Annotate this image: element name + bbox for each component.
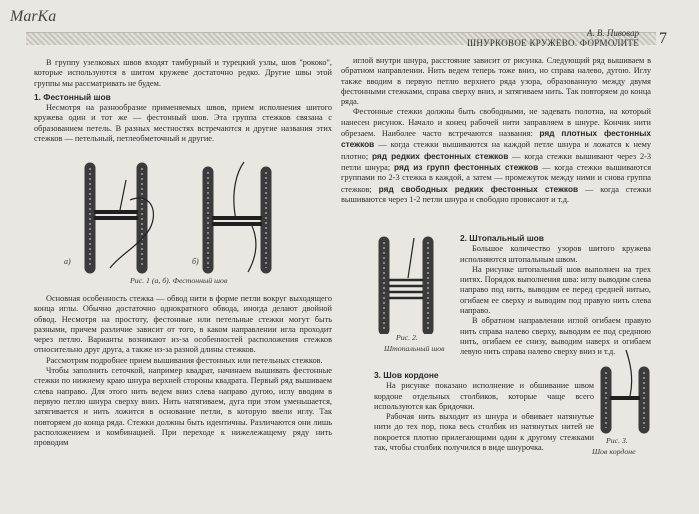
left-column-bottom: [34, 294, 332, 448]
figure-2-caption-number: Рис. 2.: [396, 333, 418, 342]
paragraph: иглой внутри шнура, расстояние зависит от рисунка. Следующий ряд вышиваем в обратном направлении. Нить ведем теперь тоже вниз, но справа налево, дугою. Иглу также вводим в первую петлю верхнего ряда узора, образованную между двумя фестонными стежками, справа сверху вниз, и затягиваем нить. Так повторяем до конца ряда.: [341, 56, 651, 107]
left-column-top: [34, 58, 332, 144]
brand-watermark: MarKa: [10, 8, 57, 25]
term-sparse-festoon: ряд редких фестонных стежков: [371, 150, 509, 161]
intro-paragraph: В группу узелковых швов входят тамбурный и турецкий узлы, шов "рококо", которые используются в шитом кружеве достаточно редко. Другие швы этой группы мы рассматривать не будем.: [34, 58, 332, 88]
paragraph: Основная особенность стежка — обвод нити в форме петли вокруг выходящего конца иглы. Обычно достаточно однократного обвода, иногда делают двойной обвод. Несмотря на простоту, фестонные или петельные стежки могут быть разными, причем различие зависит от того, в каком направлении игла проходит через петлю. Варианты возникают из-за особенностей расположения стежков относительно друг друга, а также из-за разной длины стежков.: [34, 294, 332, 355]
right-column-section-3: [374, 367, 594, 453]
paragraph: На рисунке показано исполнение и обшивание швом кордоне отдельных столбиков, которые чаще всего используются как бридочки.: [374, 381, 594, 411]
header-author: А. В. Пивовар: [586, 28, 639, 38]
paragraph: [341, 107, 651, 205]
paragraph-start: Фестонные стежки должны быть свободными, не задевать полотна, на который нанесен рисунок. Начало и конец рабочей нити заправляем в шнуре. Кончик нити обрезаем. Наиболее часто встречаются названия:: [341, 107, 651, 139]
right-column-section-2: [460, 230, 651, 358]
paragraph: Рабочая нить выходит из шнура и обвивает натянутые нити до тех пор, пока весь столбик из натянутых нитей не покроется плотно прилегающими один к другому стежками так, чтобы столбик получился в виде шнурочка.: [374, 412, 594, 453]
term-dense-festoon: ряд плотных фестонных стежков: [341, 128, 652, 150]
figure-2-caption-title: Штопальный шов: [384, 344, 445, 353]
figure-1-festoon-stitch: [60, 160, 310, 278]
paragraph: В обратном направлении иглой огибаем правую нить справа налево сверху, выводим ее под среднюю нить, огибаем ее снизу, выводим наверх и огибаем левую нить справа налево сверху вниз и т.д.: [460, 316, 651, 357]
section-heading-1: 1. Фестонный шов: [34, 91, 111, 102]
term-loose-festoon: ряд свободных редких фестонных стежков: [378, 183, 579, 194]
paragraph: Чтобы заполнить сеточкой, например квадрат, начинаем вышивать фестонные стежки по нижнему краю шнура верхней стороны квадрата. Первый ряд вышиваем слева направо. Для этого нить ведем вниз слева направо дугою, иглу вводим в первую петлю шнура сверху вниз. Нить натягиваем, дуга при этом уменьшается, затягивается и нить ложится в основание петли, в которую ввели иглу. Так повторяем до конца ряда. Стежки должны быть идентичны. Различаются они лишь расположением и комбинацией. При переходе к нижележащему ряду нить проводим: [34, 366, 332, 448]
figure-3-cordonnet-stitch: [596, 348, 658, 434]
figure-2-darning-stitch: [368, 234, 448, 334]
fig1-label-a: а): [64, 257, 71, 266]
paragraph: Несмотря на разнообразие применяемых швов, прием исполнения шитого кружева один и тот же — фестонный шов. Эта группа стежков связана с образованием петель. В разных местностях встречаются и другие названия этих стежков — петельный, петлеобметочный и другие.: [34, 103, 332, 144]
fig1-label-b: б): [192, 257, 199, 266]
term-description: — когда стежки вышиваются на каждой петле шнура и ложатся к нему плотно;: [341, 140, 651, 161]
term-description: — когда стежки вышиваются группами по 2-3 стежка в каждой, а затем — промежуток между ними и снова группа стежков;: [341, 162, 652, 194]
figure-3-caption-title: Шов кордоне: [592, 447, 636, 456]
term-grouped-festoon: ряд из групп фестонных стежков: [394, 161, 539, 172]
right-column-top: [341, 56, 651, 205]
figure-3-caption-number: Рис. 3.: [606, 436, 628, 445]
section-heading-2: 2. Штопальный шов: [460, 233, 544, 243]
paragraph: Рассмотрим подробнее прием вышивания фестонных или петельных стежков.: [46, 355, 323, 365]
page-number: 7: [659, 30, 667, 47]
paragraph: Большое количество узоров шитого кружева исполняются штопальным швом.: [460, 244, 651, 264]
figure-1-caption: Рис. 1 (а, б). Фестонный шов: [130, 276, 228, 285]
term-description: — когда стежки вышиваются через 1-2 петли шнура и свободно провисают и т.д.: [341, 184, 652, 204]
term-description: — когда стежки вышивают через 2-3 петли шнура;: [341, 151, 652, 172]
paragraph: На рисунке штопальный шов выполнен на трех нитях. Порядок выполнения шва: иглу выводим слева направо под нить, выводим ее перед средней нитью, огибаем ее сверху и выводим под правую нить слева направо.: [460, 264, 651, 316]
section-heading-3: 3. Шов кордоне: [374, 370, 439, 380]
header-section-title: ШНУРКОВОЕ КРУЖЕВО. ФОРМОЛИТЕ: [467, 38, 639, 48]
